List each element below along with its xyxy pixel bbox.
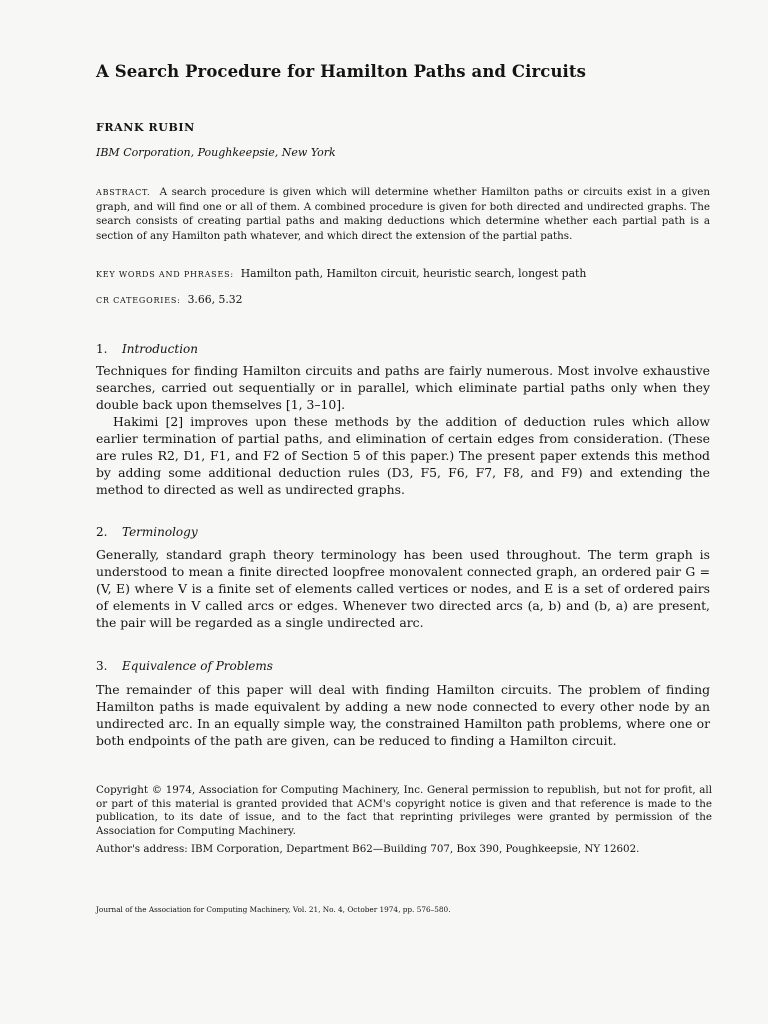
author-address: Author's address: IBM Corporation, Department B62—Building 707, Box 390, Poughkeepsie, NY 12602. [96, 843, 640, 856]
section-title: Introduction [122, 342, 198, 356]
copyright-text: Copyright © 1974, Association for Computing Machinery, Inc. General permission to republish, but not for profit, all or part of this material is granted provided that ACM's copyright notice is given and that reference is made to the publication, to its date of issue, and to the fact that reprinting privileges were granted by permission of the Association for Computing Machinery. [96, 784, 712, 837]
abstract-label: ABSTRACT. [96, 188, 151, 197]
section-number: 3. [96, 659, 108, 673]
paragraph: Techniques for finding Hamilton circuits and paths are fairly numerous. Most involve exhaustive searches, carried out sequentially or in parallel, which eliminate partial paths only when they double back upon themselves [1, 3–10]. [96, 363, 710, 412]
section-number: 2. [96, 525, 108, 539]
cr-categories [96, 293, 243, 306]
section-heading-terminology [96, 525, 198, 539]
abstract-text: A search procedure is given which will determine whether Hamilton paths or circuits exist in a given graph, and will find one or all of them. A combined procedure is given for both directed and undirected graphs. The search consists of creating partial paths and making deductions which determine whether each partial path is a section of any Hamilton path whatever, and which direct the extension of the partial paths. [96, 186, 710, 242]
section-heading-introduction [96, 342, 198, 356]
paragraph: Hakimi [2] improves upon these methods by the addition of deduction rules which allow earlier termination of partial paths, and elimination of certain edges from consideration. (These are rules R2, D1, F1, and F2 of Section 5 of this paper.) The present paper extends this method by adding some additional deduction rules (D3, F5, F6, F7, F8, and F9) and extending the method to directed as well as undirected graphs. [96, 414, 710, 497]
copyright-notice [96, 784, 712, 857]
abstract [96, 185, 710, 243]
section-heading-equivalence [96, 659, 273, 673]
keywords-label: KEY WORDS AND PHRASES: [96, 270, 234, 279]
author-name: FRANK RUBIN [96, 121, 195, 134]
section-number: 1. [96, 342, 108, 356]
section-title: Equivalence of Problems [122, 659, 273, 673]
section-body-introduction [96, 362, 710, 498]
keywords-text: Hamilton path, Hamilton circuit, heuristic search, longest path [240, 267, 587, 280]
cr-categories-text: 3.66, 5.32 [187, 293, 243, 306]
section-title: Terminology [122, 525, 198, 539]
cr-categories-label: CR CATEGORIES: [96, 296, 181, 305]
paragraph: The remainder of this paper will deal with finding Hamilton circuits. The problem of finding Hamilton paths is made equivalent by adding a new node connected to every other node by an undirected arc. In an equally simple way, the constrained Hamilton path problems, where one or both endpoints of the path are given, can be reduced to finding a Hamilton circuit. [96, 682, 710, 748]
keywords [96, 267, 716, 280]
section-body-terminology [96, 546, 710, 631]
paragraph: Generally, standard graph theory terminology has been used throughout. The term graph is understood to mean a finite directed loopfree monovalent connected graph, an ordered pair G = (V, E) where V is a finite set of elements called vertices or nodes, and E is a set of ordered pairs of elements in V called arcs or edges. Whenever two directed arcs (a, b) and (b, a) are present, the pair will be regarded as a single undirected arc. [96, 547, 710, 630]
author-affiliation: IBM Corporation, Poughkeepsie, New York [96, 146, 336, 159]
section-body-equivalence [96, 681, 710, 749]
journal-footer: Journal of the Association for Computing Machinery, Vol. 21, No. 4, October 1974, pp. 576–580. [96, 905, 451, 914]
paper-title: A Search Procedure for Hamilton Paths and Circuits [96, 62, 587, 81]
